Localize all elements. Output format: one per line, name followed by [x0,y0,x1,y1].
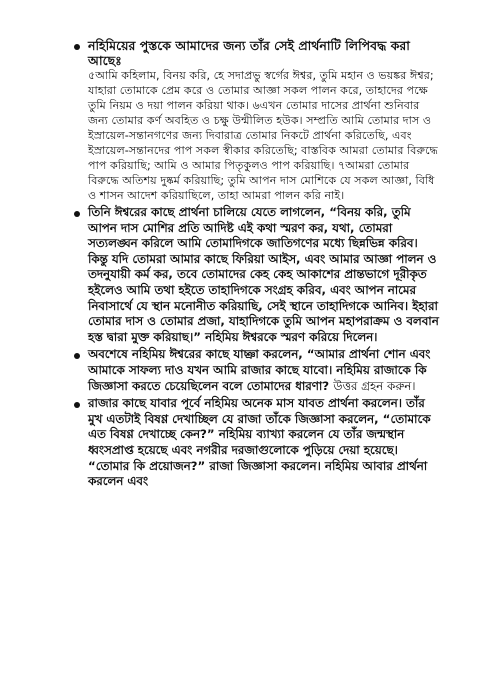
list-item [70,38,440,203]
section-heading: নহিমিয়ের পুস্তকে আমাদের জন্য তাঁর সেই প্রার্থনাটি লিপিবদ্ধ করা আছেঃ [88,38,410,68]
scripture-quote: ৫আমি কহিলাম, বিনয় করি, হে সদাপ্রভু স্বর্গের ঈশ্বর, তুমি মহান ও ভয়ঙ্কর ঈশ্বর; যাহারা তোমাকে প্রেম করে ও তোমার আজ্ঞা সকল পালন করে, তাহাদের পক্ষে তুমি নিয়ম ও দয়া পালন করিয়া থাক। ৬এখন তোমার দাসের প্রার্থনা শুনিবার জন্য তোমার কর্ণ অবহিত ও চক্ষু উন্মীলিত হউক। সম্প্রতি আমি তোমার দাস ও ইস্রায়েল-সন্তানগণের জন্য দিবারাত্র তোমার নিকটে প্রার্থনা করিতেছি, এবং ইস্রায়েল-সন্তানদের পাপ সকল স্বীকার করিতেছি; বাস্তবিক আমরা তোমার বিরুদ্ধে পাপ করিয়াছি; আমি ও আমার পিতৃকুলও পাপ করিয়াছি। ৭আমরা তোমার বিরুদ্ধে অতিশয় দুষ্কর্ম করিয়াছি; তুমি আপন দাস মোশিকে যে সকল আজ্ঞা, বিধি ও শাসন আদেশ করিয়াছিলে, তাহা আমরা পালন করি নাই। [88,69,438,202]
bullet-list [70,38,440,492]
list-item [70,396,440,490]
list-item [70,347,440,394]
paragraph: রাজার কাছে যাবার পূর্বে নহিমিয় অনেক মাস যাবত প্রার্থনা করলেন। তাঁর মুখ এতটাই বিষণ্ণ দেখাচ্ছিল যে রাজা তাঁকে জিজ্ঞাসা করলেন, “তোমাকে এত বিষণ্ণ দেখাচ্ছে কেন?” নহিমিয় ব্যাখ্যা করলেন যে তাঁর জন্মস্থান ধ্বংসপ্রাপ্ত হয়েছে এবং নগরীর দরজাগুলোকে পুড়িয়ে দেয়া হয়েছে। “তোমার কি প্রয়োজন?” রাজা জিজ্ঞাসা করলেন। নহিমিয় আবার প্রার্থনা করলেন এবং [88,396,431,489]
paragraph [88,347,440,394]
bullet-icon [74,402,80,408]
paragraph-text: অবশেষে নহিমিয় ঈশ্বরের কাছে যাচ্ঞা করলেন, “আমার প্রার্থনা শোন এবং আমাকে সাফল্য দাও যখন আমি রাজার কাছে যাবো। নহিমিয় রাজাকে কি জিজ্ঞাসা করতে চেয়েছিলেন বলে তোমাদের ধারণা? [88,347,431,393]
list-item [70,205,440,345]
bullet-icon [74,211,80,217]
bullet-icon [74,44,80,50]
answer-instruction: উত্তর গ্রহন করুন। [333,378,416,393]
bullet-icon [74,353,80,359]
paragraph: তিনি ঈশ্বরের কাছে প্রার্থনা চালিয়ে যেতে লাগলেন, “বিনয় করি, তুমি আপন দাস মোশির প্রতি আদিষ্ট এই কথা স্মরণ কর, যথা, তোমরা সত্যলঙ্ঘন করিলে আমি তোমাদিগকে জাতিগণের মধ্যে ছিন্নভিন্ন করিব। কিন্তু যদি তোমরা আমার কাছে ফিরিয়া আইস, এবং আমার আজ্ঞা পালন ও তদনুযায়ী কর্ম কর, তবে তোমাদের কেহ কেহ আকাশের প্রান্তভাগে দূরীকৃত হইলেও আমি তথা হইতে তাহাদিগকে সংগ্রহ করিব, এবং আপন নামের নিবাসার্থে যে স্থান মনোনীত করিয়াছি, সেই স্থানে তাহাদিগকে আনিব। ইহারা তোমার দাস ও তোমার প্রজা, যাহাদিগকে তুমি আপন মহাপরাক্রম ও বলবান হস্ত দ্বারা মুক্ত করিয়াছ।” নহিমিয় ঈশ্বরকে স্মরণ করিয়ে দিলেন। [88,205,439,344]
